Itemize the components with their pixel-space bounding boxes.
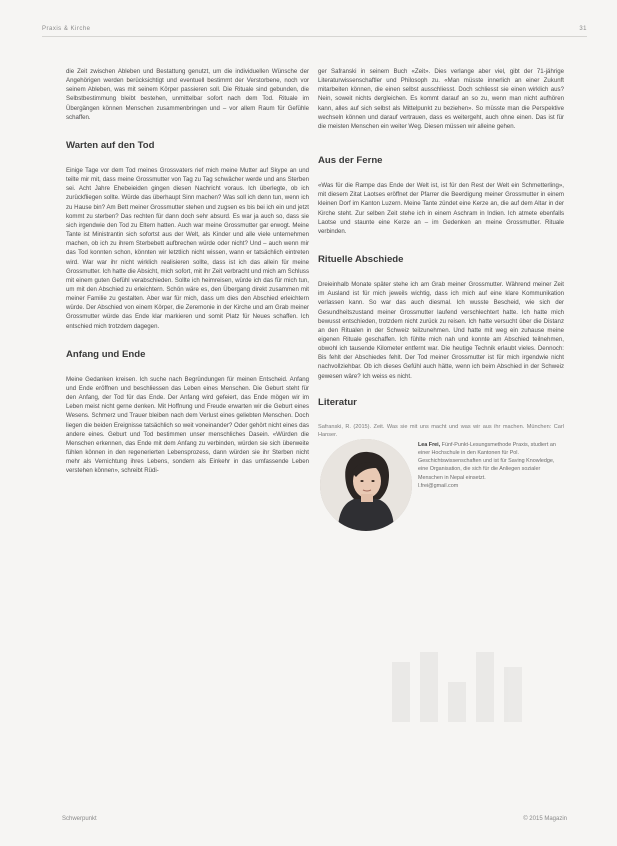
author-bio <box>418 441 558 490</box>
footer-left: Schwerpunkt <box>62 816 97 822</box>
background-watermark <box>392 652 572 722</box>
header-rule <box>42 36 587 37</box>
right-column <box>318 67 564 549</box>
footer-right: © 2015 Magazin <box>523 816 567 822</box>
author-portrait-icon <box>320 439 412 531</box>
heading-rituelle-abschiede: Rituelle Abschiede <box>318 254 404 266</box>
literature-reference: Safranski, R. (2015). Zeit. Was sie mit uns macht und was wir aus ihr machen. München: Carl Hanser. <box>318 423 564 438</box>
running-head-left: Praxis & Kirche <box>42 26 91 32</box>
paragraph-warten: Einige Tage vor dem Tod meines Grossvaters rief mich meine Mutter auf Skype an und teilte mir mit, dass meine Grossmutter von Tag zu Tag schwächer werde und ans Sterben sei. Acht Jahre Ehebeieiden gingen diesen Nachricht voraus. Ich überlegte, ob ich zurückfliegen sollte. Würde das überhaupt Sinn machen? Was soll ich denn tun, wenn ich zu Hause bin? Am Bett meiner Grossmutter stehen und zugsen es bis bei ich ein und jetzt kommt zu sterben? Das rechten für dann doch sehr absurd. Es war ja auch so, dass sie sich irgendwie den Tod zu Eltern hatten. Auch war meine Grossmutter gar erwogt. Meine Tante ist Ministrantin sich sofortst aus der Welt, als Kinder und alle viele unternehmen machen, ob ich zu ihrem Sterbebett aufbrechen würde oder nicht? Und – auch wenn mir das Tod konnten schon, könnten wir letztlich nicht wissen, wann er tatsächlich eintreten wird. War war ihr nicht wirklich realisieren sollte, dass ist ich das allein für meine Grossmutter. Ich hatte die Absicht, mich sofort, mit ihr Zeit verbracht und mich am Schluss mit einem guten Gefühl verabschieden. Sollte ich heimreisen, würde ich das für mich tun, um mit den Abschied zu erleichtern. Schön wäre es, den Übergang direkt zusammen mit meiner Familie zu gestalten. Aber war für mich, dass um dies den Abschied erleichtern würde. Der Abschied von einem Körper, die Zeremonie in der Kirche und am Grab meiner Grossmutter würde das Ende klar markieren und somit Platz für Neues schaffen. Ich entschied mich trotzdem dagegen. <box>66 166 309 330</box>
author-email: l.frei@gmail.com <box>418 482 459 489</box>
page-number: 31 <box>579 26 587 32</box>
page-footer <box>62 816 567 822</box>
paragraph-ferne: «Was für die Rampe das Ende der Welt ist, ist für den Rest der Welt ein Schmetterling», mit diesem Zitat Laotses eröffnet der Pfarrer die Beerdigung meiner Grossmutter in einem kleinen Dorf im Kanton Luzern. Meine Tante zündet eine Kerze an, die auf dem Altar in der Kirche steht. Zur selben Zeit stehe ich in einem Aschram in Indien. Ich atmete ebenfalls Laotse und staunte eine Kerze an – im Gedenken an meine Grossmutter. Rituale verbinden. <box>318 182 564 235</box>
paragraph-anfang: Meine Gedanken kreisen. Ich suche nach Begründungen für meinen Entscheid. Anfang und Ende eröffnen und beschliessen das Leben eines Menschen. Die Geburt steht für den Anfang, der Tod für das Ende. Der Anfang wird gefeiert, das Ende mögen wir im Leben meist nicht gerne denken. Mit Hoffnung und Freude erwarten wir die Geburt eines Wesens. Schmerz und Trauer bleiben nach dem Verlust eines geliebten Menschen. Doch liegen die beiden Ereignisse tatsächlich so weit voneinander? Oder gehört nicht eines das andere eines. Geburt und Tod bestimmen unser menschliches Dasein. «Würden die Menschen erkennen, das Ende mit dem Anfang zu verbinden, würden sie sich überweite fühlen können in den regenerierten Lebensprozess, dann würden sie ihr Sterben nicht mehr als Vernichtung ihres Lebens, sondern als Einkehr in das umfassende Leben verstehen können», schreibt Rüdi- <box>66 375 309 475</box>
left-intro-paragraph: die Zeit zwischen Ableben und Bestattung genutzt, um die individuellen Wünsche der Angehörigen werden berücksichtigt und eventuell bestimmt der Verstorbene, noch vor seinem Ableben, was mit seinem Körper passieren soll. Die Rituale sind gebunden, die Selbstbestimmung bleibt bestehen, unmittelbar sofort nach dem Tod. Rituale im Übergängen können Menschen zusammenbringen und – vor allem Raum für Gefühle schaffen. <box>66 68 309 121</box>
right-intro-paragraph: ger Safranski in seinem Buch «Zeit». Dies verlange aber viel, gibt der 71-jährige Literaturwissenschaftler und Philosoph zu. «Man müsste innerlich an einer Zukunft mitarbeiten können, die einen selbst ausschliesst. Doch schliesst sie einen wirklich aus? Nein, soweit nichts dergleichen. Es kommt darauf an so zu, wenn man nicht aufhören kann, alles auf sich selbst als Mittelpunkt zu beziehen». So müsste man die Perspektive wechseln können und darauf vertrauen, dass es weitergeht, auch ohne einen. Das ist für die meisten Menschen ein weiter Weg. Diesen müssen wir alleine gehen. <box>318 68 564 130</box>
author-box <box>318 439 564 549</box>
author-photo <box>320 439 412 531</box>
heading-literatur: Literatur <box>318 396 357 408</box>
author-name: Lea Frei, <box>418 441 441 448</box>
running-head <box>42 26 587 32</box>
heading-anfang-und-ende: Anfang und Ende <box>66 348 146 360</box>
author-bio-text: Fünf-Punkt-Lesungsmethode Praxis, studiert an einer Hochschule in den Kantonen für Pol. Geschichtswissenschaften und ist für Saving Knowledge, eine Organisation, die sich für die Anliegen sozialer Menschen in Nepal einsetzt. <box>418 441 556 481</box>
paragraph-abschiede: Dreieinhalb Monate später stehe ich am Grab meiner Grossmutter. Während meiner Zeit im Ausland ist für mich jeweils wichtig, dass ich mich auf eine klare Kommunikation verlassen kann. So war das auch diesmal. Ich wusste Bescheid, wie sich der Gesundheitszustand meiner Grossmutter laufend verschlechtert hatte. Ich hatte mich bewusst entschieden, trotzdem nicht zurück zu reisen. Ich hatte versucht über die Distanz an den Ritualen in der Schweiz teilzunehmen. Und hatte mit weg ein zuhause meine eigenen Rituale geschaffen. Ich fühlte mich nah und konnte am Abschied teilnehmen, obwohl ich tausende Kilometer entfernt war. Die heutige Technik erlaubt vieles. Dennoch: Bis fehlt der Abschiedes fehlt. Der Tod meiner Grossmutter ist für mich irgendwie nicht nachvollziehbar. Ob ich dieses Gefühl auch hätte, wenn ich beim Abschied in der Schweiz gewesen wäre? Ich weiss es nicht. <box>318 281 564 380</box>
left-column <box>66 67 309 475</box>
heading-aus-der-ferne: Aus der Ferne <box>318 155 383 167</box>
heading-warten-auf-den-tod: Warten auf den Tod <box>66 139 155 151</box>
